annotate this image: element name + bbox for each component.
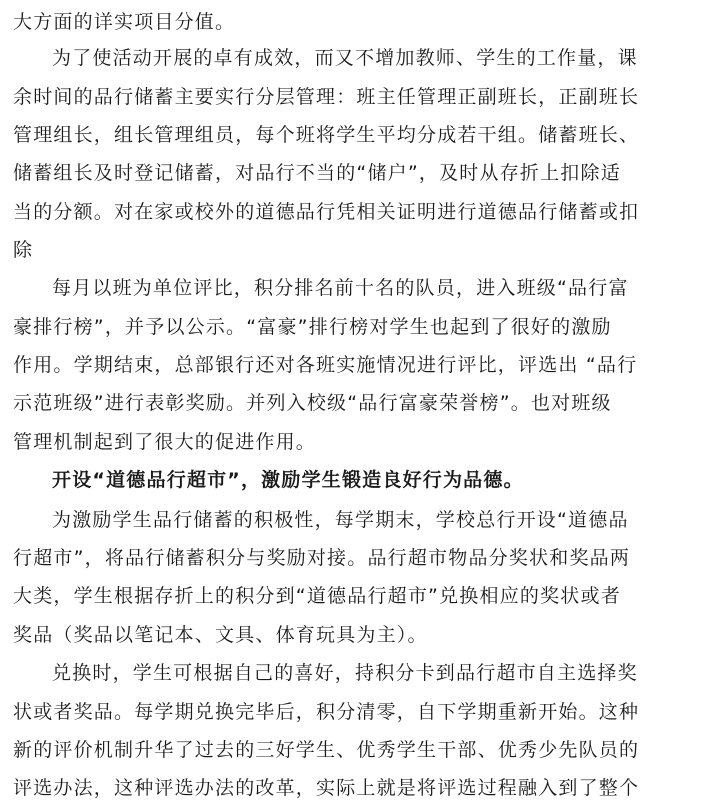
text-line: 评选办法，这种评选办法的改革，实际上就是将评选过程融入到了整个	[13, 777, 640, 799]
paragraph-start-line: 兑换时，学生可根据自己的喜好，持积分卡到品行超市自主选择奖	[52, 662, 638, 684]
text-line: 储蓄组长及时登记储蓄，对品行不当的“储户”，及时从存折上扣除适	[13, 162, 621, 184]
paragraph-start-line: 每月以班为单位评比，积分排名前十名的队员，进入班级“品行富	[52, 277, 629, 299]
text-line: 豪排行榜”，并予以公示。“富豪”排行榜对学生也起到了很好的激励	[13, 316, 612, 338]
text-line: 大类，学生根据存折上的积分到“道德品行超市”兑换相应的奖状或者	[13, 585, 621, 607]
section-heading: 开设“道德品行超市”，激励学生锻造良好行为品德。	[52, 469, 524, 491]
text-line: 行超市”，将品行储蓄积分与奖励对接。品行超市物品分奖状和奖品两	[13, 547, 631, 569]
text-line: 状或者奖品。每学期兑换完毕后，积分清零，自下学期重新开始。这种	[13, 701, 640, 723]
text-line: 除	[13, 239, 34, 261]
text-line: 大方面的详实项目分值。	[13, 11, 236, 33]
text-line: 管理组长，组长管理组员，每个班将学生平均分成若干组。储蓄班长、	[13, 124, 640, 146]
text-line: 新的评价机制升华了过去的三好学生、优秀学生干部、优秀少先队员的	[13, 739, 640, 761]
text-line: 示范班级”进行表彰奖励。并列入校级“品行富豪荣誉榜”。也对班级	[13, 392, 612, 414]
text-line: 余时间的品行储蓄主要实行分层管理：班主任管理正副班长，正副班长	[13, 86, 640, 108]
paragraph-start-line: 为激励学生品行储蓄的积极性，每学期末，学校总行开设“道德品	[52, 509, 629, 531]
text-line: 管理机制起到了很大的促进作用。	[13, 431, 317, 453]
text-line: 作用。学期结束，总部银行还对各班实施情况进行评比，评选出 “品行	[13, 354, 638, 376]
paragraph-start-line: 为了使活动开展的卓有成效，而又不增加教师、学生的工作量，课	[52, 47, 638, 69]
text-line: 奖品（奖品以笔记本、文具、体育玩具为主）。	[13, 624, 428, 646]
text-line: 当的分额。对在家或校外的道德品行凭相关证明进行道德品行储蓄或扣	[13, 201, 640, 223]
